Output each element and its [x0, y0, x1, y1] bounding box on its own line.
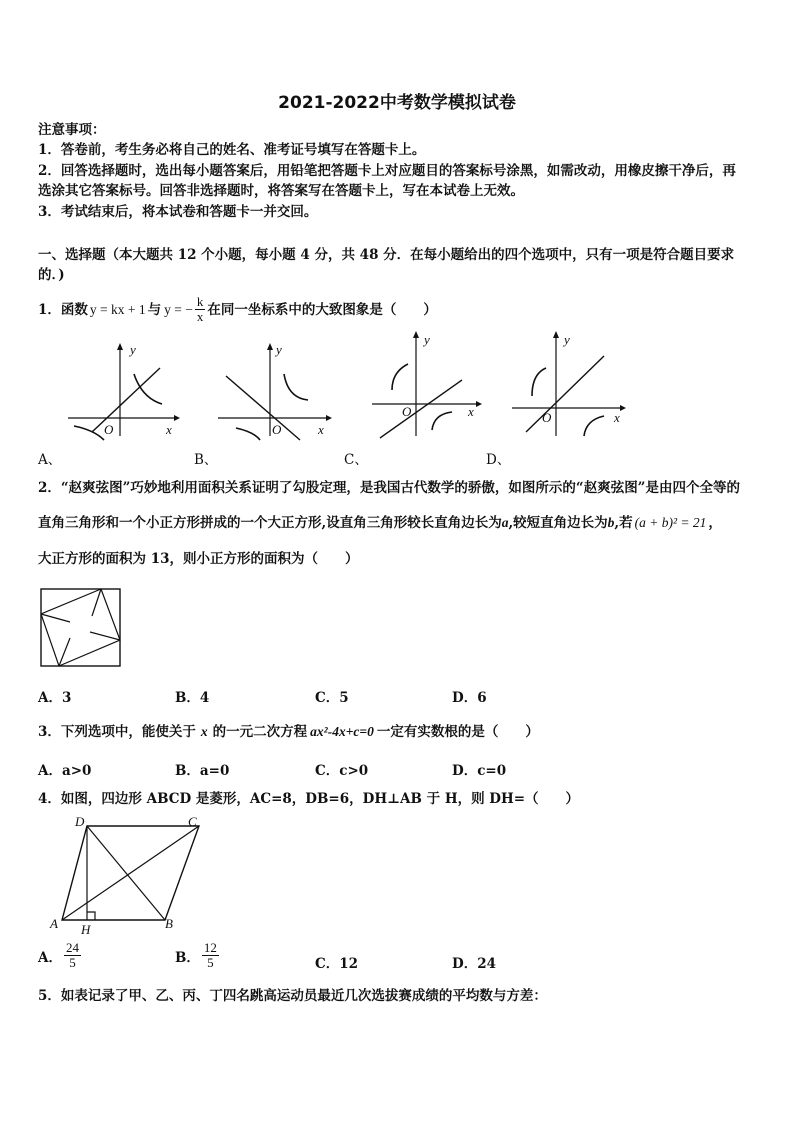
rhombus-label-d: D: [75, 814, 85, 829]
notice-heading: 注意事项：: [38, 122, 106, 138]
q1-graph-b: [214, 340, 329, 440]
q2-text-d: ，: [708, 515, 722, 531]
rhombus-diagram: [48, 812, 208, 936]
q3-equation: ax²-4x+c=0: [310, 724, 374, 739]
q2-text-a: 直角三角形和一个小正方形拼成的一个大正方形,设直角三角形较长直角边长为: [38, 515, 502, 531]
q4-option-b: [175, 941, 221, 970]
notice-item-3: 3．考试结束后，将本试卷和答题卡一并交回。: [38, 204, 318, 220]
q1-option-a: A、: [38, 452, 62, 468]
question-2-line-3: 大正方形的面积为 13，则小正方形的面积为（ ）: [38, 551, 359, 567]
notice-item-2: 2．回答选择题时，选出每小题答案后，用铅笔把答题卡上对应题目的答案标号涂黑，如需改动，用橡皮擦干净后，再: [38, 163, 736, 179]
q1-frac-den: x: [196, 309, 204, 324]
q1d-y-label: y: [564, 332, 570, 347]
q1a-origin-label: O: [104, 422, 114, 437]
zhao-shuang-diagram: [40, 588, 122, 668]
q1-mid: 与: [147, 301, 162, 318]
q1b-x-label: x: [318, 422, 324, 437]
q1c-y-label: y: [424, 332, 430, 347]
q3-suffix: 一定有实数根的是（ ）: [376, 724, 539, 740]
q2-option-a: A．3: [38, 690, 72, 706]
q3-var-x: x: [200, 724, 208, 739]
q1-prefix: 1．函数: [38, 301, 88, 318]
q2-formula: (a + b)² = 21: [634, 515, 707, 530]
q2-option-b: B．4: [175, 690, 210, 706]
q1-graph-c: [370, 328, 485, 438]
q1-graph-a: [64, 340, 179, 440]
question-3: [38, 722, 539, 742]
q1-function-2-left: y = −: [164, 301, 193, 317]
q4-option-a: [38, 941, 83, 970]
q1-function-1: y = kx + 1: [89, 301, 146, 317]
rhombus-label-h: H: [81, 922, 91, 937]
rhombus-label-c: C: [188, 814, 197, 829]
q2-option-d: D．6: [452, 690, 487, 706]
q4-option-a-den: 5: [69, 955, 76, 970]
q4-option-b-label: B．: [175, 949, 200, 966]
q4-option-b-num: 12: [203, 940, 217, 955]
q3-option-b: B．a=0: [175, 763, 230, 779]
q1d-x-label: x: [614, 410, 620, 425]
q1-option-d: D、: [486, 452, 511, 468]
q2-text-c: ,若: [614, 515, 633, 531]
rhombus-label-a: A: [50, 916, 58, 931]
q1-frac-num: k: [196, 294, 204, 309]
q2-var-b: b: [607, 515, 615, 530]
q1a-x-label: x: [166, 422, 172, 437]
q3-option-d: D．c=0: [452, 763, 507, 779]
q4-option-c: C．12: [315, 956, 359, 972]
q3-option-a: A．a>0: [38, 763, 92, 779]
q4-option-a-num: 24: [65, 940, 79, 955]
question-4: 4．如图，四边形 ABCD 是菱形，AC=8，DB=6，DH⊥AB 于 H，则 DH=（ ）: [38, 791, 580, 807]
question-5: 5．如表记录了甲、乙、丙、丁四名跳高运动员最近几次选拔赛成绩的平均数与方差：: [38, 988, 547, 1004]
q1c-origin-label: O: [402, 404, 412, 419]
q1-fraction: [195, 295, 206, 324]
q4-option-b-fraction: [202, 941, 219, 970]
q1b-y-label: y: [276, 342, 282, 357]
q4-option-d: D．24: [452, 956, 496, 972]
section-heading-cont: 的．): [38, 267, 65, 283]
notice-item-1: 1．答卷前，考生务必将自己的姓名、准考证号填写在答题卡上。: [38, 142, 426, 158]
q1d-origin-label: O: [542, 410, 552, 425]
q2-option-c: C．5: [315, 690, 349, 706]
q4-option-b-den: 5: [207, 955, 214, 970]
q2-text-b: ,较短直角边长为: [508, 515, 608, 531]
q1a-y-label: y: [130, 342, 136, 357]
q2-var-a: a: [501, 515, 509, 530]
q1-option-b: B、: [194, 452, 218, 468]
q3-mid: 的一元二次方程: [212, 724, 308, 740]
q1-graph-d: [510, 328, 628, 438]
q1-suffix: 在同一坐标系中的大致图象是（ ）: [207, 301, 437, 318]
question-2: 2．“赵爽弦图”巧妙地利用面积关系证明了勾股定理，是我国古代数学的骄傲，如图所示的“赵爽弦图”是由四个全等的: [38, 480, 740, 496]
rhombus-label-b: B: [165, 916, 173, 931]
q1c-x-label: x: [468, 404, 474, 419]
notice-item-2-cont: 选涂其它答案标号。回答非选择题时，将答案写在答题卡上，写在本试卷上无效。: [38, 183, 524, 199]
question-2-line-2: [38, 513, 722, 533]
q4-option-a-label: A．: [38, 949, 62, 966]
question-1: [38, 295, 437, 324]
q4-option-a-fraction: [64, 941, 81, 970]
q1b-origin-label: O: [272, 422, 282, 437]
q1-option-c: C、: [344, 452, 368, 468]
q3-prefix: 3．下列选项中，能使关于: [38, 724, 196, 740]
section-heading: 一、选择题（本大题共 12 个小题，每小题 4 分，共 48 分．在每小题给出的四个选项中，只有一项是符合题目要求: [38, 247, 735, 263]
page-title: 2021-2022中考数学模拟试卷: [278, 93, 516, 113]
q3-option-c: C．c>0: [315, 763, 369, 779]
